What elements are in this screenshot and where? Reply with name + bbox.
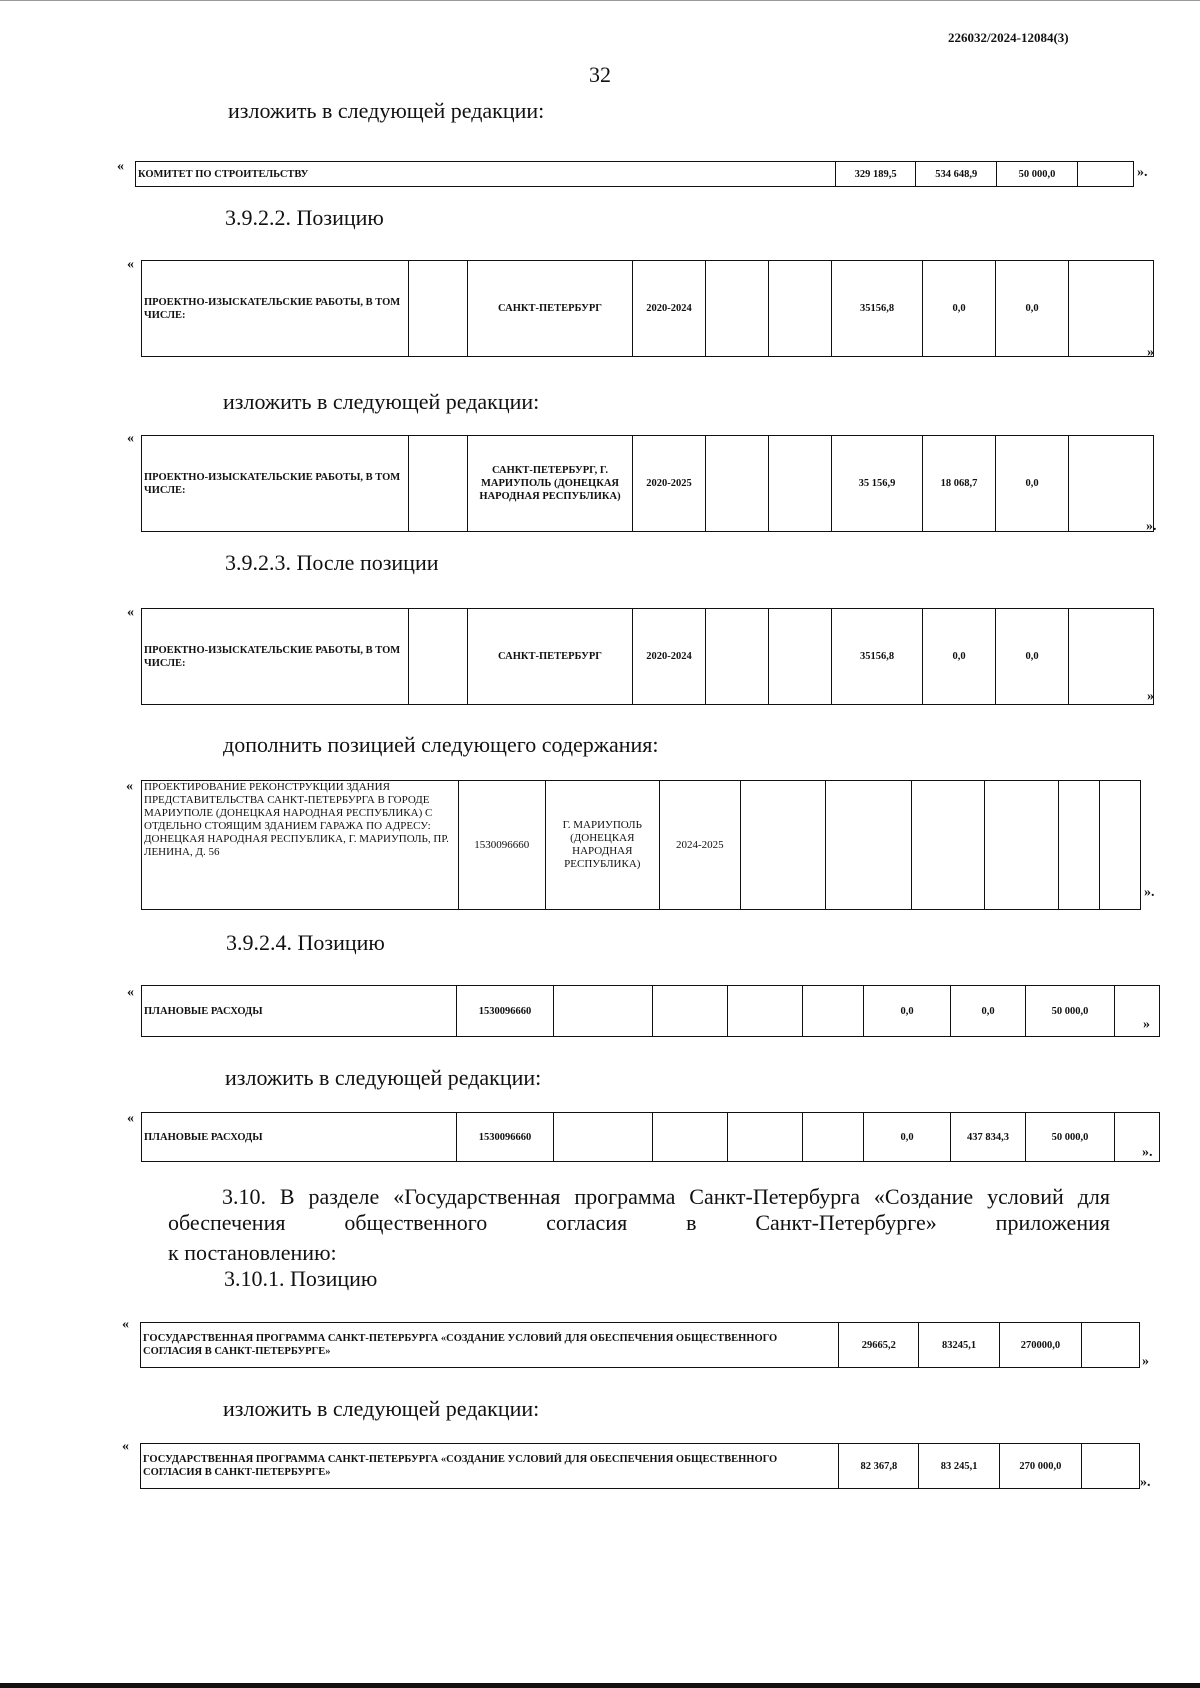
value-cell: 0,0	[923, 609, 996, 705]
position-table	[141, 260, 1154, 357]
empty-cell	[1115, 986, 1160, 1037]
empty-cell	[803, 1113, 864, 1162]
empty-cell	[554, 1113, 653, 1162]
position-table	[141, 985, 1160, 1037]
position-table	[141, 435, 1154, 532]
quote-open: «	[127, 1111, 134, 1126]
years-cell: 2024-2025	[659, 781, 740, 910]
value-cell: 83245,1	[919, 1323, 999, 1368]
value-cell: 50 000,0	[1026, 986, 1115, 1037]
instruction-text: изложить в следующей редакции:	[223, 1396, 540, 1421]
empty-cell	[1069, 261, 1154, 357]
position-table	[141, 1112, 1160, 1162]
position-name: ПЛАНОВЫЕ РАСХОДЫ	[142, 986, 457, 1037]
empty-cell	[706, 609, 769, 705]
position-name: ПРОЕКТИРОВАНИЕ РЕКОНСТРУКЦИИ ЗДАНИЯ ПРЕДСТАВИТЕЛЬСТВА САНКТ-ПЕТЕРБУРГА В ГОРОДЕ МАРИУПОЛЕ (ДОНЕЦКАЯ НАРОДНАЯ РЕСПУБЛИКА) С ОТДЕЛЬНО СТОЯЩИМ ЗДАНИЕМ ГАРАЖА ПО АДРЕСУ: ДОНЕЦКАЯ НАРОДНАЯ РЕСПУБЛИКА, Г. МАРИУПОЛЬ, ПР. ЛЕНИНА, Д. 56	[142, 781, 459, 910]
empty-cell	[728, 1113, 803, 1162]
value-cell: 329 189,5	[835, 162, 916, 187]
empty-cell	[1069, 609, 1154, 705]
quote-open: «	[127, 257, 134, 272]
quote-open: «	[127, 985, 134, 1000]
years-cell: 2020-2024	[633, 609, 706, 705]
empty-cell	[1069, 436, 1154, 532]
value-cell: 534 648,9	[916, 162, 997, 187]
empty-cell	[769, 436, 832, 532]
value-cell: 35156,8	[832, 609, 923, 705]
quote-close: ».	[1146, 519, 1157, 534]
quote-open: «	[127, 431, 134, 446]
section-heading: 3.9.2.4. Позицию	[226, 930, 385, 955]
position-table	[135, 161, 1134, 187]
empty-cell	[1082, 1444, 1140, 1489]
empty-cell	[1077, 162, 1133, 187]
quote-open: «	[122, 1439, 129, 1454]
empty-cell	[409, 609, 468, 705]
empty-cell	[740, 781, 825, 910]
empty-cell	[803, 986, 864, 1037]
place-cell: Г. МАРИУПОЛЬ (ДОНЕЦКАЯ НАРОДНАЯ РЕСПУБЛИКА)	[546, 781, 660, 910]
value-cell: 0,0	[996, 261, 1069, 357]
quote-close: »	[1142, 1354, 1149, 1369]
value-cell: 83 245,1	[919, 1444, 999, 1489]
section-paragraph-end: к постановлению:	[168, 1240, 337, 1265]
code-cell: 1530096660	[457, 1113, 554, 1162]
quote-open: «	[122, 1317, 129, 1332]
value-cell: 18 068,7	[923, 436, 996, 532]
empty-cell	[728, 986, 803, 1037]
value-cell: 35156,8	[832, 261, 923, 357]
quote-close: »	[1147, 345, 1154, 360]
code-cell: 1530096660	[458, 781, 545, 910]
value-cell: 0,0	[996, 609, 1069, 705]
quote-close: »	[1147, 689, 1154, 704]
quote-open: «	[127, 605, 134, 620]
bottom-scan-edge	[0, 1683, 1200, 1688]
place-cell: САНКТ-ПЕТЕРБУРГ, Г. МАРИУПОЛЬ (ДОНЕЦКАЯ НАРОДНАЯ РЕСПУБЛИКА)	[468, 436, 633, 532]
position-name: ПРОЕКТНО-ИЗЫСКАТЕЛЬСКИЕ РАБОТЫ, В ТОМ ЧИСЛЕ:	[142, 609, 409, 705]
empty-cell	[1115, 1113, 1160, 1162]
section-heading: 3.9.2.2. Позицию	[225, 205, 384, 230]
position-name: ГОСУДАРСТВЕННАЯ ПРОГРАММА САНКТ-ПЕТЕРБУРГА «СОЗДАНИЕ УСЛОВИЙ ДЛЯ ОБЕСПЕЧЕНИЯ ОБЩЕСТВЕННОГО СОГЛАСИЯ В САНКТ-ПЕТЕРБУРГЕ»	[141, 1323, 839, 1368]
position-name: ПЛАНОВЫЕ РАСХОДЫ	[142, 1113, 457, 1162]
value-cell: 0,0	[996, 436, 1069, 532]
code-cell: 1530096660	[457, 986, 554, 1037]
section-paragraph: 3.10. В разделе «Государственная программа Санкт-Петербурга «Создание условий для обеспечения общественного согласия в Санкт-Петербурге» приложения	[168, 1184, 1110, 1235]
empty-cell	[409, 261, 468, 357]
value-cell: 0,0	[864, 1113, 951, 1162]
position-table	[141, 780, 1141, 910]
empty-cell	[985, 781, 1058, 910]
quote-open: «	[126, 779, 133, 794]
value-cell: 0,0	[951, 986, 1026, 1037]
document-id: 226032/2024-12084(3)	[948, 30, 1069, 45]
value-cell: 50 000,0	[997, 162, 1078, 187]
value-cell: 50 000,0	[1026, 1113, 1115, 1162]
value-cell: 82 367,8	[839, 1444, 919, 1489]
quote-close: ».	[1137, 165, 1148, 180]
section-heading: 3.9.2.3. После позиции	[225, 550, 439, 575]
place-cell: САНКТ-ПЕТЕРБУРГ	[468, 609, 633, 705]
instruction-text: изложить в следующей редакции:	[223, 389, 540, 414]
quote-close: ».	[1144, 885, 1155, 900]
section-heading: 3.10.1. Позицию	[224, 1266, 378, 1291]
empty-cell	[706, 261, 769, 357]
empty-cell	[653, 1113, 728, 1162]
position-table	[140, 1443, 1140, 1489]
empty-cell	[706, 436, 769, 532]
top-scan-rule	[0, 0, 1200, 1]
empty-cell	[826, 781, 911, 910]
quote-open: «	[117, 159, 124, 174]
empty-cell	[1082, 1323, 1140, 1368]
empty-cell	[1058, 781, 1099, 910]
page-number: 32	[589, 62, 611, 87]
position-name: ПРОЕКТНО-ИЗЫСКАТЕЛЬСКИЕ РАБОТЫ, В ТОМ ЧИСЛЕ:	[142, 436, 409, 532]
quote-close: ».	[1142, 1145, 1153, 1160]
value-cell: 270 000,0	[999, 1444, 1081, 1489]
empty-cell	[1099, 781, 1140, 910]
instruction-text: изложить в следующей редакции:	[225, 1065, 542, 1090]
years-cell: 2020-2024	[633, 261, 706, 357]
place-cell: САНКТ-ПЕТЕРБУРГ	[468, 261, 633, 357]
position-table	[141, 608, 1154, 705]
value-cell: 270000,0	[999, 1323, 1081, 1368]
instruction-text: дополнить позицией следующего содержания:	[223, 732, 659, 757]
value-cell: 0,0	[864, 986, 951, 1037]
value-cell: 29665,2	[839, 1323, 919, 1368]
empty-cell	[769, 261, 832, 357]
empty-cell	[911, 781, 984, 910]
value-cell: 35 156,9	[832, 436, 923, 532]
value-cell: 0,0	[923, 261, 996, 357]
quote-close: ».	[1140, 1475, 1151, 1490]
empty-cell	[409, 436, 468, 532]
value-cell: 437 834,3	[951, 1113, 1026, 1162]
instruction-text: изложить в следующей редакции:	[228, 98, 545, 123]
position-name: ПРОЕКТНО-ИЗЫСКАТЕЛЬСКИЕ РАБОТЫ, В ТОМ ЧИСЛЕ:	[142, 261, 409, 357]
position-name: ГОСУДАРСТВЕННАЯ ПРОГРАММА САНКТ-ПЕТЕРБУРГА «СОЗДАНИЕ УСЛОВИЙ ДЛЯ ОБЕСПЕЧЕНИЯ ОБЩЕСТВЕННОГО СОГЛАСИЯ В САНКТ-ПЕТЕРБУРГЕ»	[141, 1444, 839, 1489]
empty-cell	[653, 986, 728, 1037]
position-name: КОМИТЕТ ПО СТРОИТЕЛЬСТВУ	[136, 162, 836, 187]
position-table	[140, 1322, 1140, 1368]
empty-cell	[769, 609, 832, 705]
empty-cell	[554, 986, 653, 1037]
years-cell: 2020-2025	[633, 436, 706, 532]
quote-close: »	[1143, 1017, 1150, 1032]
